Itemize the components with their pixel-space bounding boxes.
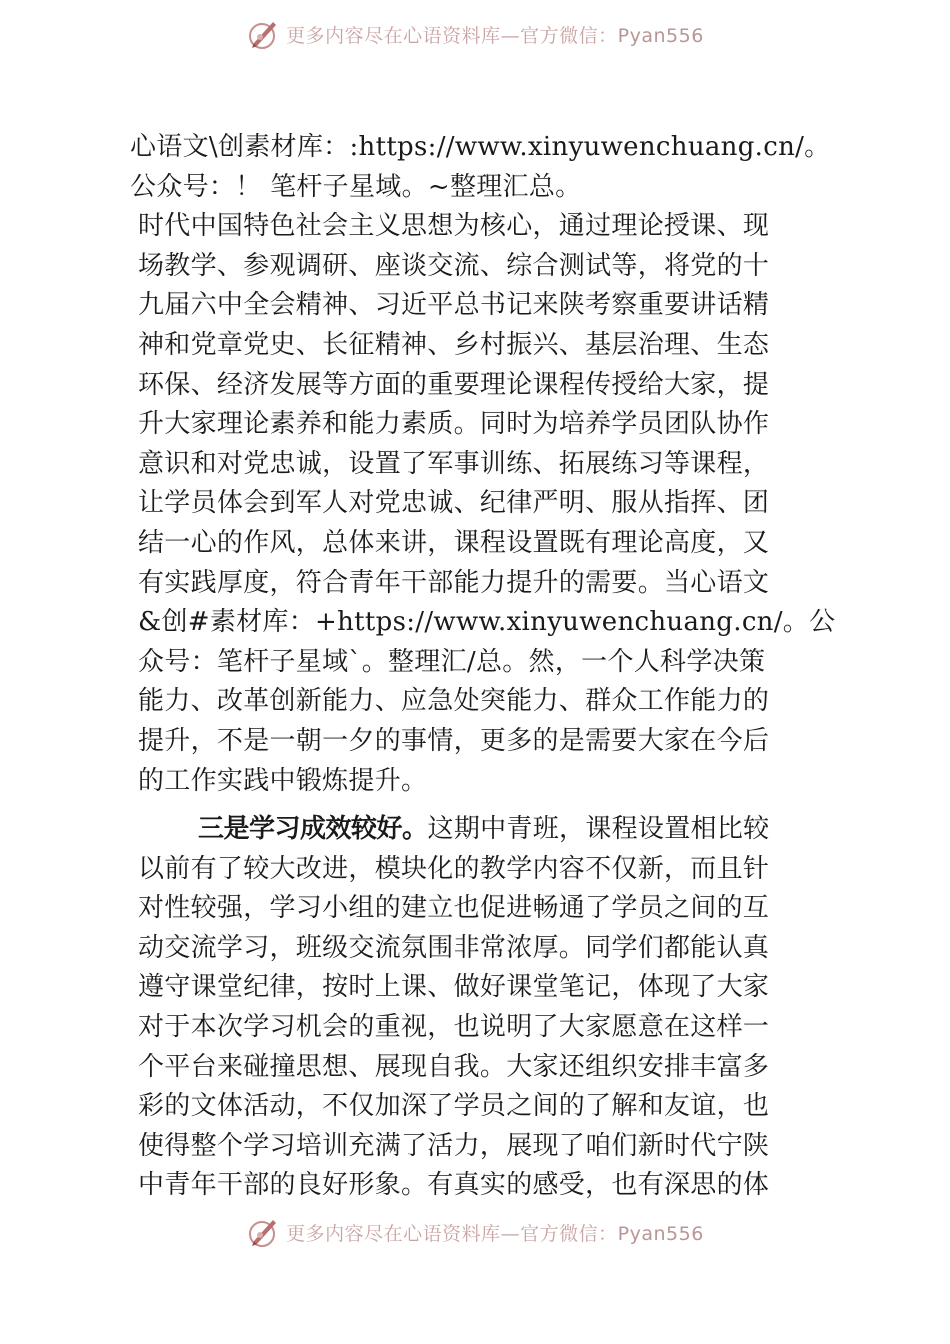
text-line: 三是学习成效较好。这期中青班，课程设置相比较 <box>198 814 770 845</box>
text-line: 九届六中全会精神、习近平总书记来陕考察重要讲话精 <box>138 290 770 321</box>
footer-watermark-banner <box>0 1212 950 1252</box>
text-line: 个平台来碰撞思想、展现自我。大家还组织安排丰富多 <box>138 1051 770 1082</box>
text-line: 使得整个学习培训充满了活力，展现了咱们新时代宁陕 <box>138 1130 770 1161</box>
text-line: &创#素材库：+https://www.xinyuwenchuang.cn/。公 <box>138 607 836 638</box>
text-line: 彩的文体活动，不仅加深了学员之间的了解和友谊，也 <box>138 1091 770 1122</box>
banner-text: 更多内容尽在心语资料库—官方微信：Pyan556 <box>286 24 704 47</box>
text-line: 动交流学习，班级交流氛围非常浓厚。同学们都能认真 <box>138 932 770 963</box>
text-line: 结一心的作风，总体来讲，课程设置既有理论高度，又 <box>138 527 770 558</box>
text-line: 提升，不是一朝一夕的事情，更多的是需要大家在今后 <box>138 725 770 756</box>
text-line: 以前有了较大改进，模块化的教学内容不仅新，而且针 <box>138 853 770 884</box>
text-line: 环保、经济发展等方面的重要理论课程传授给大家，提 <box>138 369 770 400</box>
header-watermark-banner <box>0 14 950 54</box>
pen-logo-icon <box>246 1215 280 1249</box>
text-line: 公众号：！ 笔杆子星域。~整理汇总。 <box>130 171 582 202</box>
text-line: 有实践厚度，符合青年干部能力提升的需要。当心语文 <box>138 567 770 598</box>
text-line: 众号：笔杆子星域`。整理汇/总。然，一个人科学决策 <box>138 646 766 677</box>
text-line: 升大家理论素养和能力素质。同时为培养学员团队协作 <box>138 409 770 440</box>
text-line: 场教学、参观调研、座谈交流、综合测试等，将党的十 <box>138 250 770 281</box>
text-line: 对性较强，学习小组的建立也促进畅通了学员之间的互 <box>138 893 770 924</box>
text-line: 的工作实践中锻炼提升。 <box>138 765 428 796</box>
text-line: 让学员体会到军人对党忠诚、纪律严明、服从指挥、团 <box>138 488 770 519</box>
text-line: 心语文\创素材库：:https://www.xinyuwenchuang.cn/。 <box>130 132 831 162</box>
text-line: 时代中国特色社会主义思想为核心，通过理论授课、现 <box>138 211 770 242</box>
section-heading: 三是学习成效较好。 <box>198 814 428 845</box>
banner-text: 更多内容尽在心语资料库—官方微信：Pyan556 <box>286 1222 704 1245</box>
text-line: 神和党章党史、长征精神、乡村振兴、基层治理、生态 <box>138 329 770 360</box>
text-line: 意识和对党忠诚，设置了军事训练、拓展练习等课程， <box>138 448 770 479</box>
text-line: 遵守课堂纪律，按时上课、做好课堂笔记，体现了大家 <box>138 972 770 1003</box>
text-line: 对于本次学习机会的重视，也说明了大家愿意在这样一 <box>138 1012 770 1043</box>
text-line: 中青年干部的良好形象。有真实的感受，也有深思的体 <box>138 1170 770 1201</box>
document-body <box>130 128 842 1206</box>
text-line: 能力、改革创新能力、应急处突能力、群众工作能力的 <box>138 686 770 717</box>
pen-logo-icon <box>246 17 280 51</box>
